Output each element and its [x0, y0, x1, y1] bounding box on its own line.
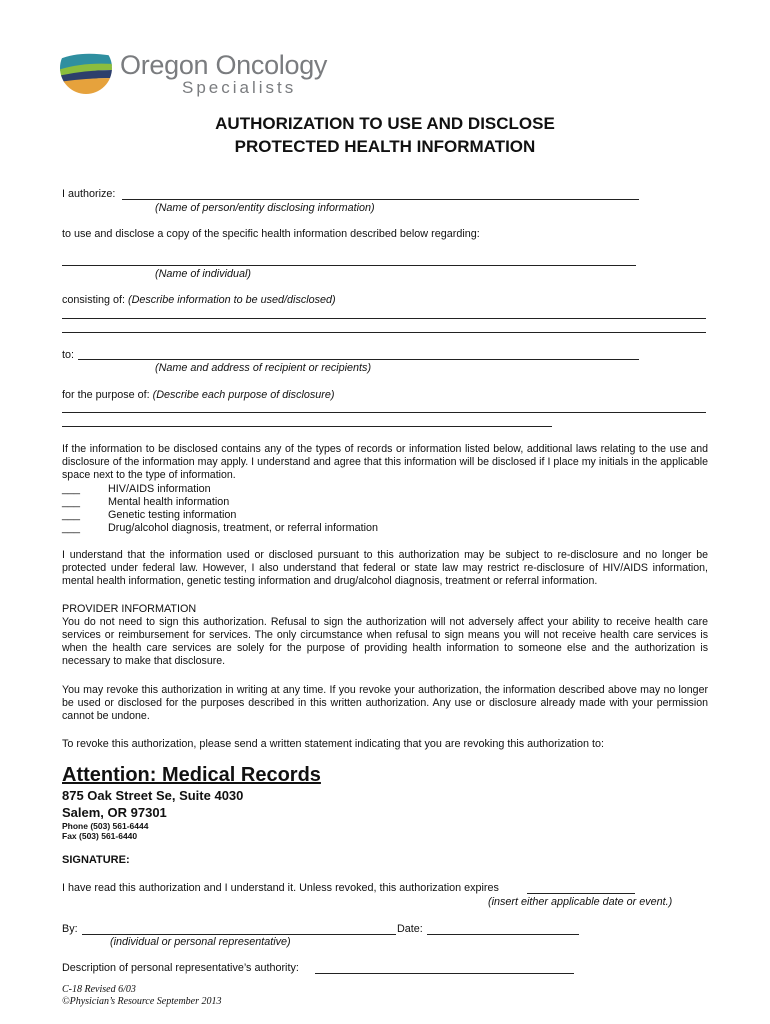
address-phone: Phone (503) 561-6444	[62, 821, 149, 831]
special-records-intro: If the information to be disclosed contains any of the types of records or information listed below, additional laws relating to the use and disclosure of the information may apply. I understand and agree that this information will be disclosed if I place my initials in the applicable space next to the type of information.	[62, 443, 708, 482]
address-city: Salem, OR 97301	[62, 805, 167, 820]
purpose-label	[62, 389, 334, 401]
by-hint: (individual or personal representative)	[110, 936, 291, 948]
attention-heading: Attention: Medical Records	[62, 764, 321, 786]
to-label: to:	[62, 349, 75, 361]
consisting-label	[62, 294, 336, 306]
authority-label: Description of personal representative’s authority:	[62, 962, 299, 974]
address-street: 875 Oak Street Se, Suite 4030	[62, 788, 244, 803]
signature-field[interactable]	[82, 934, 396, 935]
authorize-field[interactable]	[122, 199, 639, 200]
individual-hint: (Name of individual)	[155, 268, 252, 280]
consisting-field-2[interactable]	[62, 332, 706, 333]
list-item-drug: Drug/alcohol diagnosis, treatment, or referral information	[108, 522, 379, 534]
consisting-hint: (Describe information to be used/disclosed)	[128, 294, 336, 306]
consisting-label-text: consisting of:	[62, 294, 126, 306]
date-field[interactable]	[427, 934, 579, 935]
expires-field[interactable]	[527, 893, 635, 894]
consisting-field-1[interactable]	[62, 318, 706, 319]
initial-blank-genetic[interactable]: ___	[62, 509, 81, 521]
page-title-line1: AUTHORIZATION TO USE AND DISCLOSE	[215, 114, 555, 133]
provider-text: You do not need to sign this authorization. Refusal to sign the authorization will not adversely affect your ability to receive health care services or reimbursement for services. The only circumstance when refusal to sign means you will not receive health care services is when the health care services are solely for the purpose of providing health information to someone else and the authorization is necessary to make that disclosure.	[62, 616, 708, 668]
by-label: By:	[62, 923, 78, 935]
footer-revision: C-18 Revised 6/03	[62, 984, 136, 995]
use-disclose-text: to use and disclose a copy of the specific health information described below regarding:	[62, 228, 480, 240]
footer-copyright: ©Physician’s Resource September 2013	[62, 996, 222, 1007]
recipient-field[interactable]	[78, 359, 639, 360]
authority-field[interactable]	[315, 973, 574, 974]
logo-subname: Specialists	[182, 78, 297, 97]
individual-field[interactable]	[62, 265, 636, 266]
address-fax: Fax (503) 561-6440	[62, 831, 138, 841]
revoke-text: You may revoke this authorization in writing at any time. If you revoke your authorization, the information described above may no longer be used or disclosed for the purposes described in this written authorization. Any use or disclosure already made with your permission cannot be undone.	[62, 684, 708, 723]
revoke-instructions: To revoke this authorization, please send a written statement indicating that you are revoking this authorization to:	[62, 738, 604, 750]
purpose-field-1[interactable]	[62, 412, 706, 413]
list-item-genetic: Genetic testing information	[108, 509, 237, 521]
expires-hint: (insert either applicable date or event.)	[488, 896, 673, 908]
logo-mark-icon	[58, 40, 114, 96]
initial-blank-hiv[interactable]: ___	[62, 483, 81, 495]
list-item-mental: Mental health information	[108, 496, 230, 508]
date-label: Date:	[397, 923, 423, 935]
initial-blank-drug[interactable]: ___	[62, 522, 81, 534]
redisclosure-text: I understand that the information used or disclosed pursuant to this authorization may be subject to re-disclosure and no longer be protected under federal law. However, I also understand that federal or state law may restrict re-disclosure of HIV/AIDS information, mental health information, genetic testing information and drug/alcohol diagnosis, treatment or referral information.	[62, 549, 708, 588]
logo-name: Oregon Oncology	[120, 50, 328, 80]
expires-text: I have read this authorization and I understand it. Unless revoked, this authorization expires	[62, 882, 499, 894]
purpose-field-2[interactable]	[62, 426, 552, 427]
to-hint: (Name and address of recipient or recipients)	[155, 362, 372, 374]
purpose-hint: (Describe each purpose of disclosure)	[152, 389, 335, 401]
provider-heading: PROVIDER INFORMATION	[62, 603, 197, 615]
authorize-hint: (Name of person/entity disclosing information)	[155, 202, 375, 214]
list-item-hiv: HIV/AIDS information	[108, 483, 211, 495]
page-title-line2: PROTECTED HEALTH INFORMATION	[234, 137, 536, 156]
signature-heading: SIGNATURE:	[62, 854, 130, 866]
initial-blank-mental[interactable]: ___	[62, 496, 81, 508]
purpose-label-text: for the purpose of:	[62, 389, 150, 401]
authorize-label: I authorize:	[62, 188, 116, 200]
